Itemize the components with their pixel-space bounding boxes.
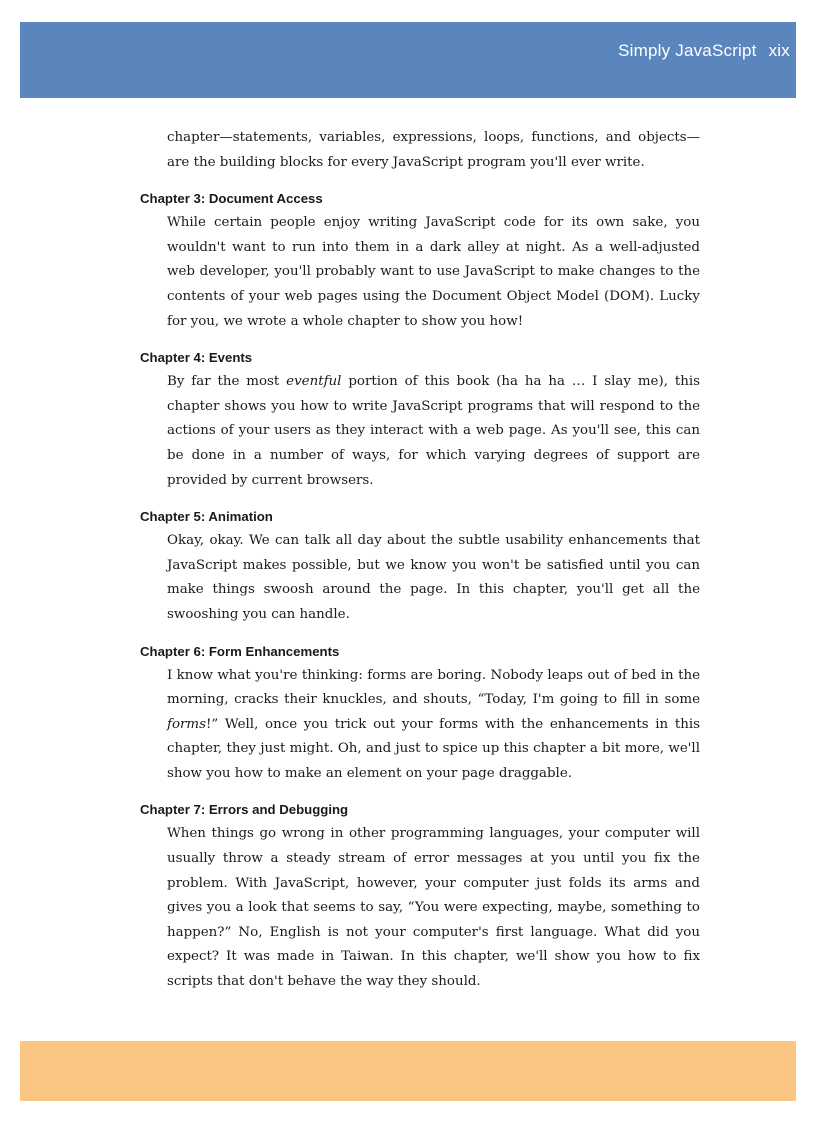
intro-paragraph: chapter—statements, variables, expressions, loops, functions, and objects—are the building blocks for every JavaScript program you'll ever write. [167, 130, 700, 170]
chapter-6-heading: Chapter 6: Form Enhancements [140, 643, 340, 659]
chapter-4-text-end: portion of this book (ha ha ha … I slay me), this chapter shows you how to write JavaScript programs that will respond to the actions of your users as they interact with a web page. As you'll see, this can be done in a number of ways, for which varying degrees of support are provided by current browsers. [167, 374, 700, 488]
chapter-7-heading: Chapter 7: Errors and Debugging [140, 802, 349, 818]
running-title: Simply JavaScript [618, 41, 757, 60]
chapter-6-description [167, 664, 700, 787]
chapter-5-description: Okay, okay. We can talk all day about the subtle usability enhancements that JavaScript makes possible, but we know you won't be satisfied until you can make things swoosh around the page. In this chapter, you'll get all the swooshing you can handle. [167, 533, 700, 622]
chapter-3-description: While certain people enjoy writing JavaScript code for its own sake, you wouldn't want to run into them in a dark alley at night. As a well-adjusted web developer, you'll probably want to use JavaScript to make changes to the contents of your web pages using the Document Object Model (DOM). Lucky for you, we wrote a whole chapter to show you how! [167, 215, 700, 329]
running-header [618, 41, 790, 61]
chapter-5-section [140, 506, 700, 627]
chapter-6-text-end: !” Well, once you trick out your forms with the enhancements in this chapter, they just might. Oh, and just to spice up this chapter a bit more, we'll show you how to make an element on your page draggable. [167, 716, 700, 781]
chapter-6-emphasis: forms [167, 716, 206, 732]
chapter-4-description [167, 370, 700, 493]
chapter-7-section [140, 799, 700, 994]
chapter-4-emphasis: eventful [286, 374, 342, 390]
page-content [140, 126, 700, 995]
chapter-3-heading: Chapter 3: Document Access [140, 191, 323, 207]
chapter-4-section [140, 347, 700, 493]
chapter-5-heading: Chapter 5: Animation [140, 509, 273, 525]
chapter-6-section [140, 641, 700, 787]
chapter-4-heading: Chapter 4: Events [140, 350, 253, 366]
page-number: xix [768, 41, 790, 60]
chapter-3-section [140, 188, 700, 334]
footer-band [20, 1041, 796, 1101]
chapter-6-text-start: I know what you're thinking: forms are boring. Nobody leaps out of bed in the morning, cracks their knuckles, and shouts, “Today, I'm going to fill in some [167, 667, 700, 708]
chapter-7-description: When things go wrong in other programming languages, your computer will usually throw a steady stream of error messages at you until you fix the problem. With JavaScript, however, your computer just folds its arms and gives you a look that seems to say, “You were expecting, maybe, something to happen?” No, English is not your computer's first language. What did you expect? It was made in Taiwan. In this chapter, we'll show you how to fix scripts that don't behave the way they should. [167, 826, 700, 990]
chapter-4-text-start: By far the most [167, 374, 287, 390]
